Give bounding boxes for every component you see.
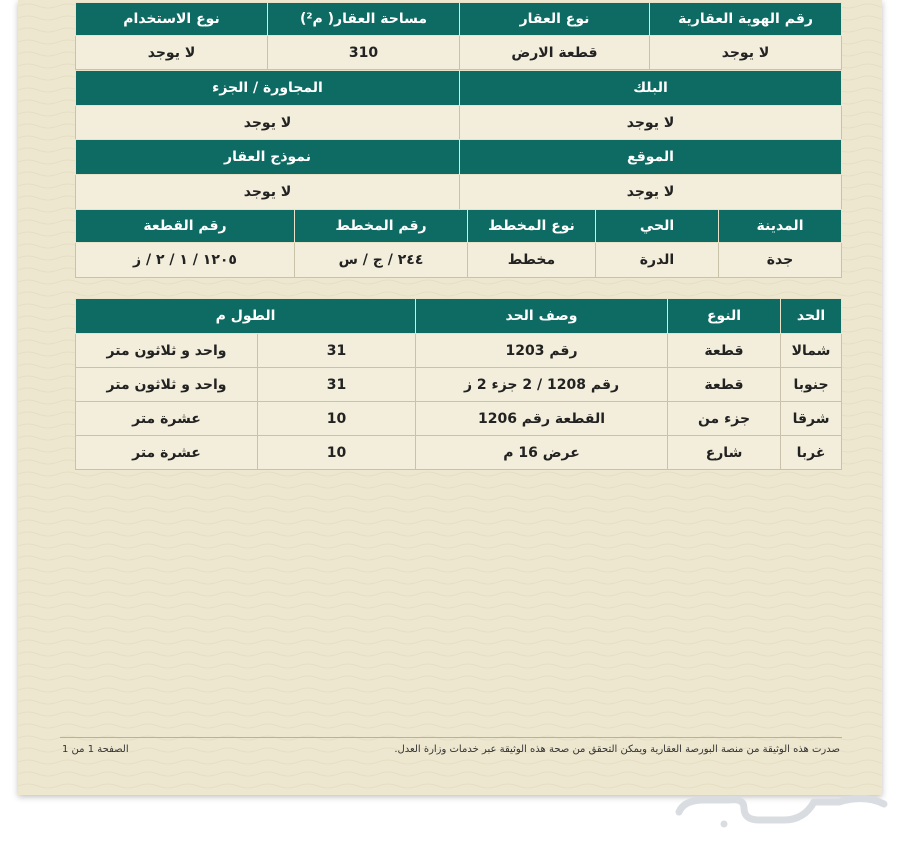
plan-value-row (76, 243, 842, 278)
boundary-length: 31 (258, 334, 416, 368)
boundary-length-text: عشرة متر (76, 402, 258, 436)
block-header-row (76, 71, 842, 106)
boundary-description: رقم 1208 / 2 جزء 2 ز (416, 368, 668, 402)
value-block: لا يوجد (460, 106, 842, 141)
value-usage-type: لا يوجد (76, 36, 268, 70)
location-header-row (76, 140, 842, 175)
header-property-id: رقم الهوية العقارية (650, 3, 842, 36)
table-row (76, 368, 842, 402)
header-property-type: نوع العقار (460, 3, 650, 36)
value-property-type: قطعة الارض (460, 36, 650, 70)
value-property-area: 310 (268, 36, 460, 70)
property-table (75, 2, 842, 70)
value-property-model: لا يوجد (76, 175, 460, 210)
boundary-side: شمالا (781, 334, 842, 368)
block-table (75, 70, 842, 141)
boundary-length: 31 (258, 368, 416, 402)
table-row (76, 334, 842, 368)
location-value-row (76, 175, 842, 210)
header-plot-number: رقم القطعة (76, 210, 295, 243)
boundary-type: قطعة (668, 334, 781, 368)
header-boundary: الحد (781, 299, 842, 334)
header-city: المدينة (719, 210, 842, 243)
header-plan-number: رقم المخطط (295, 210, 468, 243)
boundary-type: قطعة (668, 368, 781, 402)
value-city: جدة (719, 243, 842, 278)
page-number: الصفحة 1 من 1 (62, 744, 129, 755)
header-property-area: مساحة العقار( م²) (268, 3, 460, 36)
boundary-type: شارع (668, 436, 781, 470)
boundary-length-text: واحد و ثلاثون متر (76, 334, 258, 368)
boundary-length-text: واحد و ثلاثون متر (76, 368, 258, 402)
footer-note: صدرت هذه الوثيقة من منصة البورصة العقارية ويمكن التحقق من صحة هذه الوثيقة عبر خدمات وزارة العدل. (394, 744, 840, 755)
header-block: البلك (460, 71, 842, 106)
header-usage-type: نوع الاستخدام (76, 3, 268, 36)
value-neighborhood-part: لا يوجد (76, 106, 460, 141)
property-value-row (76, 36, 842, 70)
value-plan-number: ٢٤٤ / ج / س (295, 243, 468, 278)
header-district: الحي (596, 210, 719, 243)
value-district: الدرة (596, 243, 719, 278)
table-row (76, 436, 842, 470)
header-property-model: نموذج العقار (76, 140, 460, 175)
header-plan-type: نوع المخطط (468, 210, 596, 243)
boundary-length-text: عشرة متر (76, 436, 258, 470)
boundary-length: 10 (258, 402, 416, 436)
boundary-description: القطعة رقم 1206 (416, 402, 668, 436)
boundary-type: جزء من (668, 402, 781, 436)
header-boundary-type: النوع (668, 299, 781, 334)
value-plan-type: مخطط (468, 243, 596, 278)
boundary-side: غربا (781, 436, 842, 470)
header-neighborhood-part: المجاورة / الجزء (76, 71, 460, 106)
haraj-logo (664, 790, 894, 830)
location-table (75, 139, 842, 210)
boundaries-table (75, 298, 842, 470)
plan-header-row (76, 210, 842, 243)
boundary-description: رقم 1203 (416, 334, 668, 368)
boundaries-header-row (76, 299, 842, 334)
footer-divider (60, 737, 842, 738)
block-value-row (76, 106, 842, 141)
value-location: لا يوجد (460, 175, 842, 210)
value-property-id: لا يوجد (650, 36, 842, 70)
table-row (76, 402, 842, 436)
header-boundary-description: وصف الحد (416, 299, 668, 334)
boundary-side: جنوبا (781, 368, 842, 402)
boundary-description: عرض 16 م (416, 436, 668, 470)
plan-table (75, 209, 842, 278)
property-header-row (76, 3, 842, 36)
boundary-side: شرقا (781, 402, 842, 436)
value-plot-number: ١٢٠٥ / ١ / ٢ / ز (76, 243, 295, 278)
header-length: الطول م (76, 299, 416, 334)
boundary-length: 10 (258, 436, 416, 470)
header-location: الموقع (460, 140, 842, 175)
